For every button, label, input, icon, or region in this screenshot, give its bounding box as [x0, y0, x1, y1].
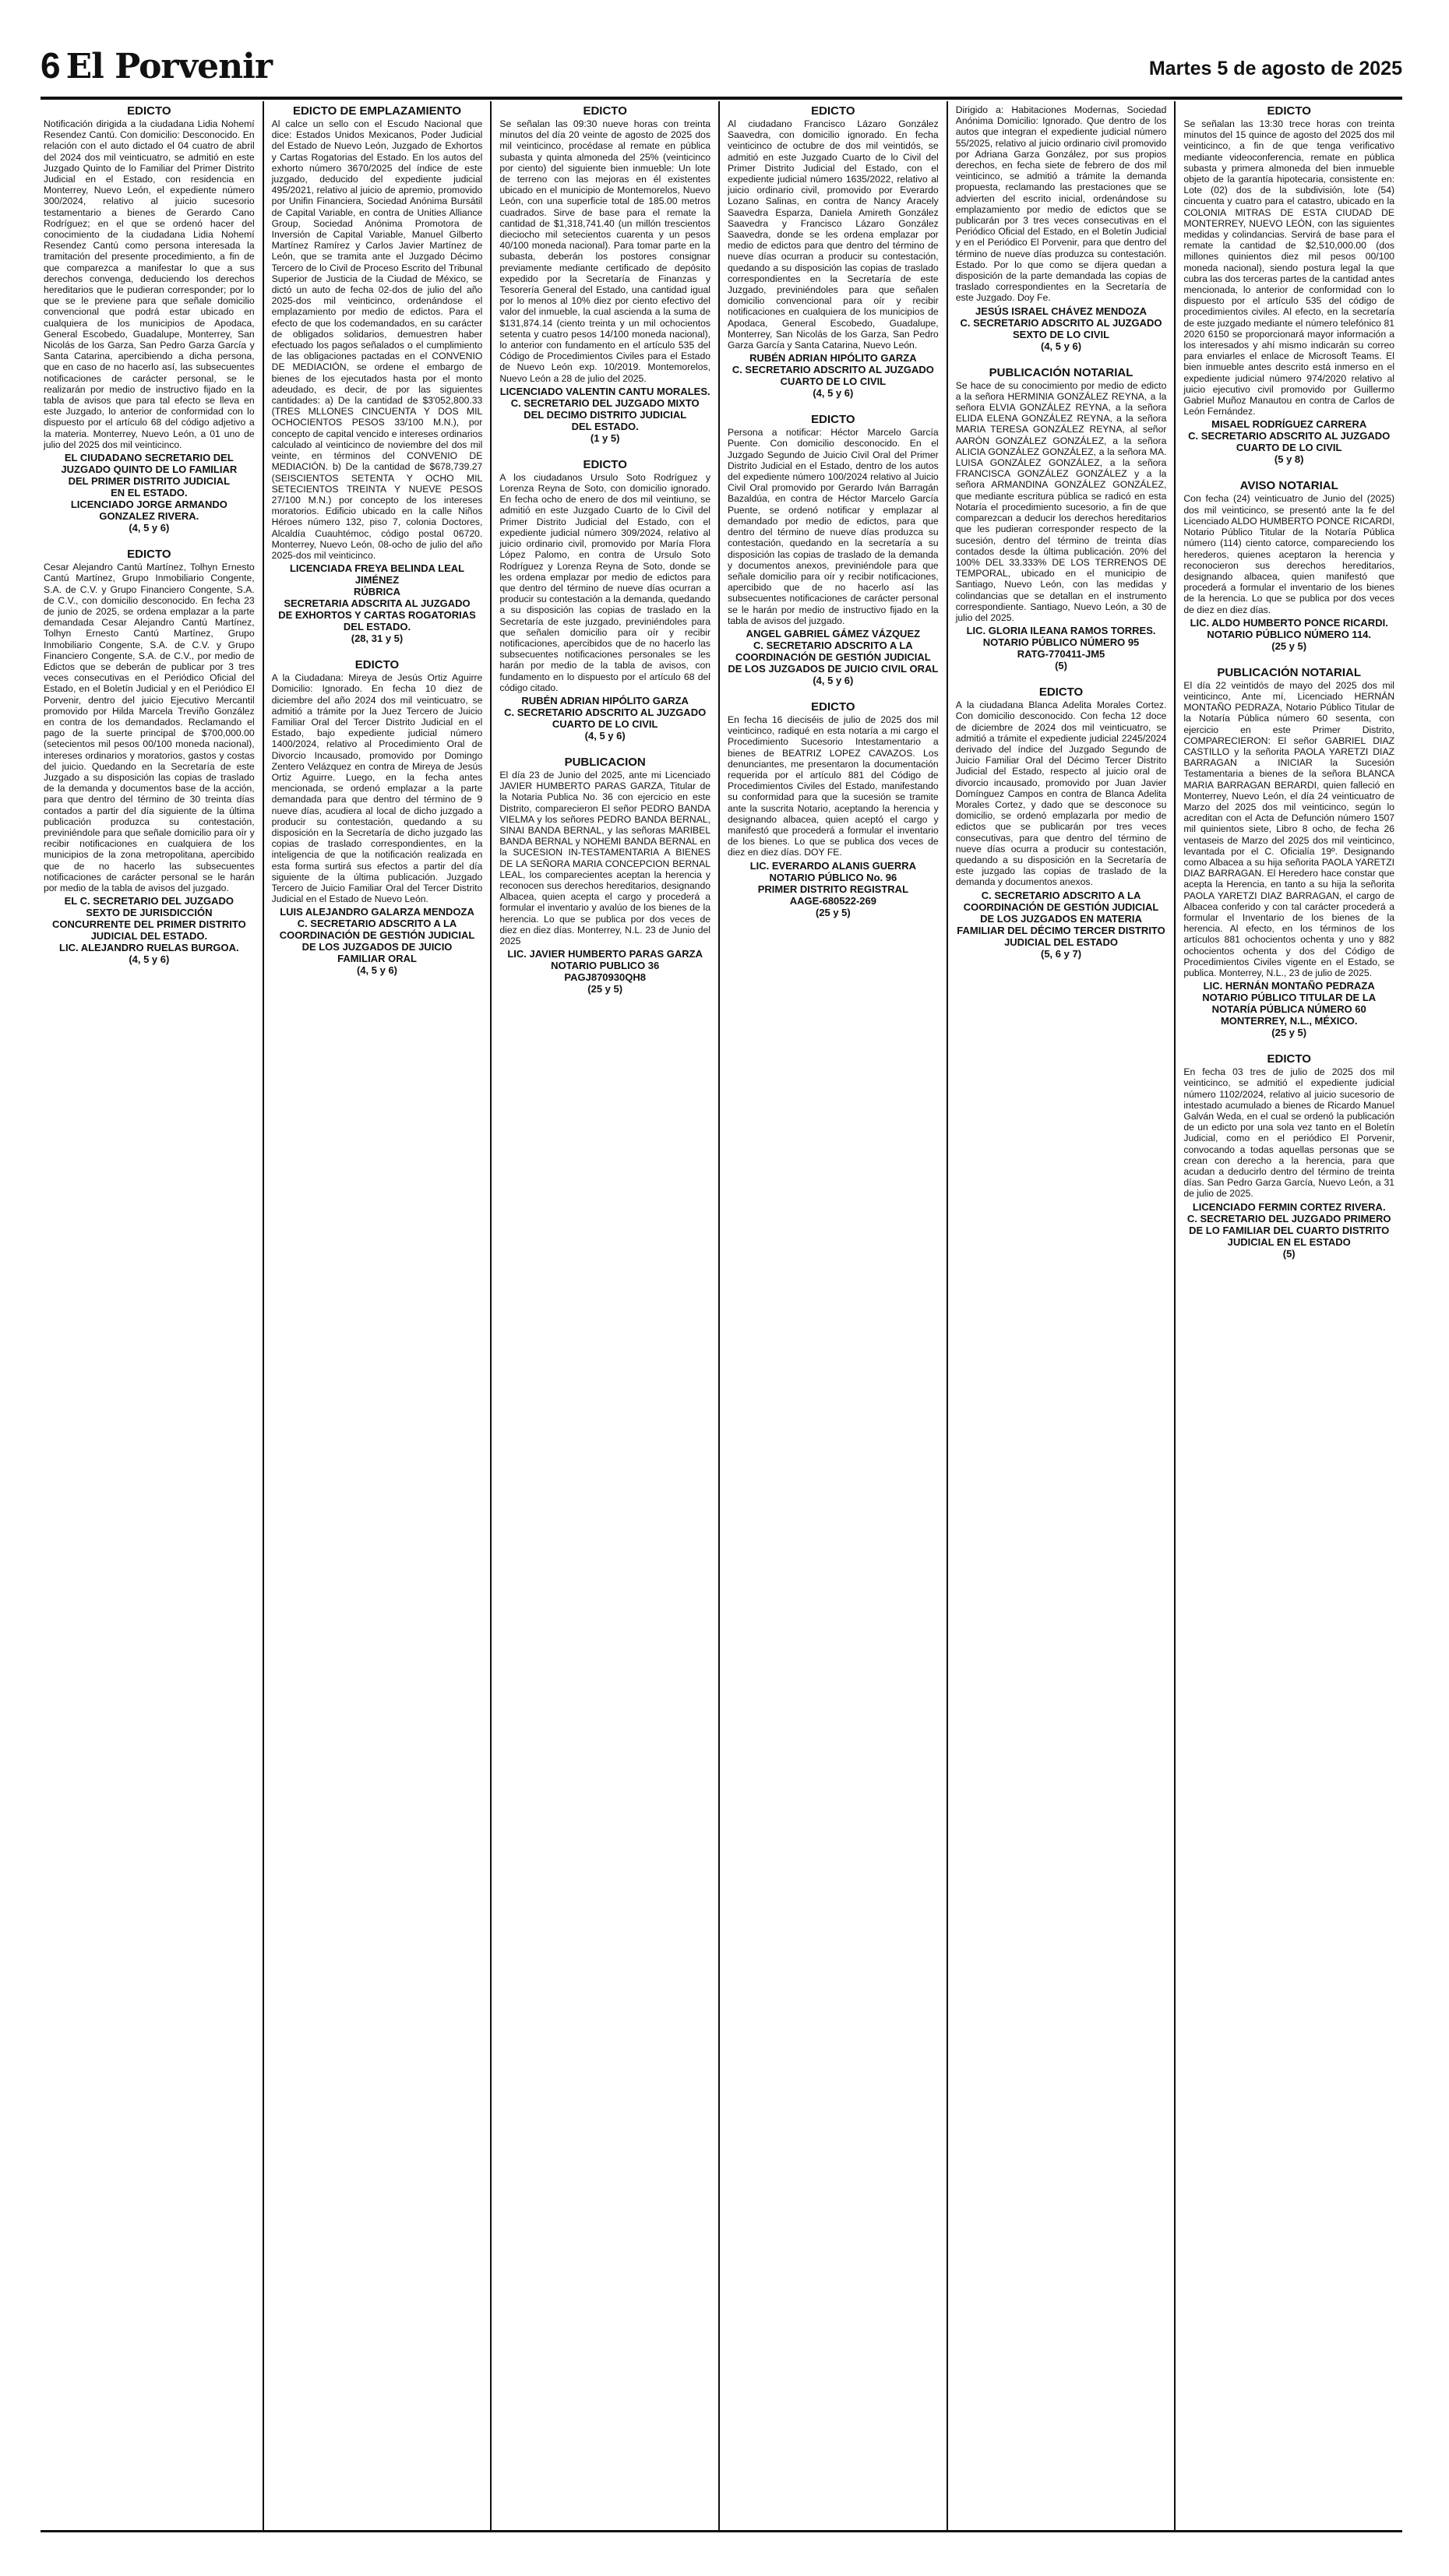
notice-body: Notificación dirigida a la ciudadana Lidia Nohemí Resendez Cantú. Con domicilio: Desconocido. En relación con el auto dictado el 04 cuatro de abril del 2024 dos mil veinticuatro, se admitió en este Juzgado Quinto de lo Familiar del Primer Distrito Judicial en el Estado, con residencia en Monterrey, Nuevo León, el expediente número 300/2024, relativo al juicio sucesorio testamentario a bienes de Gerardo Cano Rodríguez; en el que se ordenó hacer del conocimiento de la ciudadana Lidia Nohemí Resendez Cantú como persona interesada la tramitación del presente procedimiento, a fin de que comparezca a manifestar lo que a sus derechos convenga, deduciendo los derechos hereditarios que le pudieran corresponder; por lo que se le previene para que señale domicilio convencional que podrá estar ubicado en cualquiera de los municipios de Apodaca, General Escobedo, Guadalupe, Monterrey, San Nicolás de los Garza, San Pedro Garza García y Santa Catarina, apercibiendo a dicha persona, que en caso de no hacerlo así, las subsecuentes notificaciones de carácter personal, se le realizarán por medio de instructivo fijado en la tabla de avisos que para tal efecto se lleva en este Juzgado, lo anterior de conformidad con lo dispuesto por el artículo 68 del código adjetivo a la materia. Monterrey, Nuevo León, a 01 uno de julio del 2025 dos mil veinticinco. [44, 118, 255, 450]
publication-dates: (5, 6 y 7) [1041, 947, 1082, 960]
bottom-rule-divider [41, 2530, 1402, 2532]
notice-title: PUBLICACIÓN NOTARIAL [1217, 665, 1362, 679]
signature-line: CUARTO DE LO CIVIL [1236, 442, 1342, 454]
signature-line: DE EXHORTOS Y CARTAS ROGATORIAS [278, 609, 476, 622]
signature-line: NOTARIO PÚBLICO TITULAR DE LA [1202, 992, 1377, 1004]
notice-body: Se hace de su conocimiento por medio de edicto a la señora HERMINIA GONZÁLEZ REYNA, a la señora ELVIA GONZÁLEZ REYNA, a la señora ELIDA ELENA GONZÁLEZ REYNA, a la señora MARIA TERESA GONZÁLEZ REYNA, al señor AARÓN GONZÁLEZ GONZÁLEZ, a la señora ALICIA GONZÁLEZ GONZÁLEZ, a la señora MA. LUISA GONZÁLEZ GONZÁLEZ, a la señora FRANCISCA GONZÁLEZ GONZÁLEZ y a la señora ARMANDINA GONZÁLEZ GONZÁLEZ, que mediante escritura pública se radicó en esta Notaría el procedimiento sucesorio, a fin de que comparezcan a deducir los derechos hereditarios que les pudieran corresponder respecto de la sucesión, dentro del término de treinta días contados desde la última publicación. 20% del 100% DEL 33.333% DE LOS TERRENOS DE TEMPORAL, ubicado en el municipio de Santiago, Nuevo León, con las medidas y colindancias que se detallan en el instrumento correspondiente. Santiago, Nuevo León, a 30 de julio del 2025. [955, 379, 1167, 623]
legal-notice [1183, 666, 1394, 1038]
legal-notice [956, 685, 1167, 959]
notice-body: El día 22 veintidós de mayo del 2025 dos mil veinticinco, Ante mí, Licenciado HERNÁN MONTAÑO PEDRAZA, Notario Público Titular de la Notaría Pública número 60 sesenta, con ejercicio en este Primer Distrito, COMPARECIERON: El señor GABRIEL DIAZ CASTILLO y la señorita PAOLA YARETZI DIAZ BARRAGAN a INICIAR la Sucesión Testamentaria a bienes de la señora BLANCA MARIA BARRAGAN BERARDI, quien falleció en Monterrey, Nuevo León, el día 24 veinticuatro de Marzo del 2025 dos mil veinticinco, según lo acreditan con el Acta de Defunción número 1507 mil quinientos siete, Libro 8 ocho, de fecha 26 ventaseis de Marzo del 2025 dos mil veinticinco, levantada por el C. Oficialía 19º. Designando como Albacea a su hija señorita PAOLA YARETZI DIAZ BARRAGAN. El Heredero hace constar que acepta la Herencia, en tanto a su hija la señorita PAOLA YARETZI DIAZ BARRAGAN, el cargo de Albacea conferido y con tal carácter procederá a formular el Inventario de los bienes de la herencia. Al efecto, en los términos de los artículos 881 ochocientos ochenta y uno y 882 ochocientos ochenta y dos del Código de Procedimientos Civiles vigente en el Estado, se publica. Monterrey, N.L., 23 de julio de 2025. [1183, 679, 1395, 978]
legal-notice [1183, 104, 1394, 465]
signature-line: JUDICIAL DEL ESTADO [1004, 936, 1118, 948]
signature-line: DE LOS JUZGADOS DE JUICIO CIVIL ORAL [728, 662, 939, 675]
notice-signature [728, 352, 939, 387]
signature-line: RUBÉN ADRIAN HIPÓLITO GARZA [749, 352, 917, 365]
notice-signature [44, 895, 255, 953]
notice-body: Se señalan las 13:30 trece horas con treinta minutos del 15 quince de agosto del 2025 dos mil veinticinco, a fin de que tenga verificativo mediante videoconferencia, remate en pública subasta y primera almoneda del bien inmueble objeto de la garantía hipotecaria, consistente en: Lote (02) dos de la subdivisión, lote (54) cincuenta y cuatro para el catastro, ubicado en la COLONIA MITRAS DE ESTA CIUDAD DE MONTERREY, NUEVO LEÓN, con las siguientes medidas y colindancias. Servirá de base para el remate la cantidad de $2,510,000.00 (dos millones quinientos diez mil pesos 00/100 moneda nacional), siendo postura legal la que cubra las dos terceras partes de la cantidad antes mencionada, lo anterior de conformidad con lo dispuesto por el artículo 535 del código de procedimientos civiles. Al efecto, en la secretaría de este juzgado mediante el número telefónico 81 2020 6150 se proporcionará mayor información a los interesados y ahí mismo indicarán su correo para enviarles el enlace de Microsoft Teams. El bien inmueble antes descrito está inmerso en el expediente judicial número 974/2020 relativo al juicio ejecutivo civil promovido por Guillermo Gabriel Muñoz Manautou en contra de Carlos de León Fernández. [1183, 118, 1395, 418]
paper-name: El Porvenir [65, 47, 273, 86]
notice-signature [499, 948, 710, 983]
signature-line: COORDINACIÓN DE GESTIÓN JUDICIAL [963, 900, 1159, 913]
column-5 [947, 101, 1175, 2530]
signature-line: DE LOS JUZGADOS DE JUICIO [301, 941, 453, 953]
notice-body: Al calce un sello con el Escudo Nacional que dice: Estados Unidos Mexicanos, Poder Judicial del Estado de Nuevo León, Juzgado de Exhortos y Cartas Rogatorias del Estado. En los autos del exhorto número 3670/2025 del índice de este juzgado, deducido del expediente judicial 495/2021, relativo al juicio de apremio, promovido por Unifin Financiera, Sociedad Anónima Bursátil de Capital Variable, en contra de Unities Alliance Group, Sociedad Anónima Promotora de Inversión de Capital Variable, Manuel Gilberto Martínez Ramírez y Carlos Javier Martínez de León, que se tramita ante el Juzgado Décimo Tercero de lo Civil de Proceso Escrito del Tribunal Superior de Justicia de la Ciudad de México, se dictó un auto de fecha 02-dos de julio del año 2025-dos mil veinticinco, ordenándose el emplazamiento por medio de edictos. Para el efecto de que los codemandados, en su carácter de obligados solidarios, demuestren haber efectuado los pagos señalados o el cumplimiento de las obligaciones pactadas en el CONVENIO DE MEDIACIÓN, se ordene el embargo de bienes de los ejecutados hasta por el monto adeudado, es decir, de por las siguientes cantidades: a) De la cantidad de $3'052,800.33 (TRES MLLONES CINCUENTA Y DOS MIL OCHOCIENTOS PESOS 33/100 M.N.), por concepto de capital vencido e intereses ordinarios calculado al veinticinco de noviembre del dos mil veinte, en términos del CONVENIO DE MEDIACIÓN. b) De la cantidad de $678,739.27 (SEISCIENTOS SETENTA Y OCHO MIL SETECIENTOS TREINTA Y NUEVE PESOS 27/100 M.N.) por concepto de los intereses moratorios. Edificio ubicado en la calle Niños Héroes número 132, piso 7, colonia Doctores, Alcaldía Cuauhtémoc, código postal 06720. Monterrey, Nuevo León, 08-ocho de julio del año 2025-dos mil veinticinco. [271, 118, 483, 561]
legal-notice [1183, 479, 1394, 651]
publication-dates: (25 y 5) [587, 983, 623, 996]
signature-line: LICENCIADO FERMIN CORTEZ RIVERA. [1192, 1200, 1386, 1213]
legal-notice [728, 413, 939, 686]
notice-signature [272, 562, 483, 633]
signature-line: DEL ESTADO. [571, 420, 639, 432]
issue-date: Martes 5 de agosto de 2025 [1148, 58, 1402, 79]
publication-dates: (5) [1282, 1247, 1296, 1260]
signature-line: JUZGADO QUINTO DE LO FAMILIAR [61, 463, 238, 476]
legal-notice [44, 104, 255, 534]
notice-title: EDICTO [1267, 104, 1311, 118]
signature-line: MONTERREY, N.L., MÉXICO. [1220, 1015, 1358, 1027]
notice-body: El día 23 de Junio del 2025, ante mi Licenciado JAVIER HUMBERTO PARAS GARZA, Titular de la Notaria Publica No. 36 con ejercicio en este Distrito, comparecieron El señor PEDRO BANDA VIELMA y los señores PEDRO BANDA BERNAL, SINAI BANDA BERNAL, y las señoras MARIBEL BANDA BERNAL y NOHEMI BANDA BERNAL en la SUCESION IN-TESTAMENTARIA A BIENES DE LA SEÑORA MARIA CONCEPCION BERNAL LEAL, los comparecientes aceptan la herencia y reconocen sus derechos hereditarios, designando Albacea, quien acepta el cargo y procederá a formular el inventario y avalúo de los bienes de la herencia. Lo que se publica por dos veces de diez en diez días. Monterrey, N.L. 23 de Junio del 2025 [499, 769, 711, 946]
top-rule-divider [41, 97, 1402, 100]
signature-line: LICENCIADO VALENTIN CANTU MORALES. [499, 385, 710, 397]
publication-dates: (5) [1055, 660, 1067, 672]
legal-notice [499, 104, 710, 444]
signature-line: PAGJ870930QH8 [564, 971, 646, 984]
notice-signature [1183, 617, 1394, 640]
notice-title: EDICTO [583, 104, 627, 118]
notice-signature [1183, 1201, 1394, 1248]
signature-line: COORDINACIÓN DE GESTIÓN JUDICIAL [279, 929, 475, 942]
signature-line: LIC. ALDO HUMBERTO PONCE RICARDI. [1190, 616, 1388, 629]
signature-line: DEL ESTADO. [343, 621, 411, 633]
notice-body: En fecha 03 tres de julio de 2025 dos mil veinticinco, se admitió el expediente judicial número 1102/2024, relativo al juicio sucesorio de intestado acumulado a bienes de Ricardo Manuel Galván Weda, en el cual se ordenó la publicación de un edicto por una sola vez tanto en el Boletín Judicial, como en el periódico El Porvenir, convocando a todas aquellas personas que se crean con derecho a la herencia, para que acudan a deducirlo dentro del término de treinta días. San Pedro Garza García, Nuevo León, a 31 de julio de 2025. [1183, 1066, 1395, 1200]
signature-line: LICENCIADO JORGE ARMANDO [70, 499, 227, 511]
legal-notice [728, 700, 939, 918]
publication-dates: (1 y 5) [590, 432, 620, 444]
notice-title: AVISO NOTARIAL [1239, 479, 1338, 493]
newspaper-logo [41, 47, 272, 86]
publication-dates: (4, 5 y 6) [813, 387, 854, 400]
signature-line: NOTARIO PUBLICO 36 [551, 960, 660, 972]
signature-line: LIC. HERNÁN MONTAÑO PEDRAZA [1203, 980, 1375, 992]
signature-line: FAMILIAR ORAL [337, 953, 417, 965]
signature-line: DE LO FAMILIAR DEL CUARTO DISTRITO [1189, 1224, 1390, 1236]
legal-notice [956, 104, 1167, 352]
publication-dates: (4, 5 y 6) [813, 674, 854, 686]
publication-dates: (4, 5 y 6) [584, 729, 626, 742]
notice-signature [956, 890, 1167, 948]
signature-line: JUDICIAL DEL ESTADO. [90, 930, 208, 943]
signature-line: CUARTO DE LO CIVIL [780, 375, 887, 388]
column-2 [263, 101, 491, 2530]
signature-line: LUIS ALEJANDRO GALARZA MENDOZA [280, 906, 474, 918]
signature-line: GONZALEZ RIVERA. [99, 510, 199, 523]
notice-body: Cesar Alejandro Cantú Martínez, Tolhyn Ernesto Cantú Martínez, Grupo Inmobiliario Congente, S.A. de C.V. y Grupo Financiero Congente, S.A. de C.V., con domicilio desconocido. En fecha 23 de junio de 2025, se ordena emplazar a la parte demandada Cesar Alejandro Cantú Martínez, Tolhyn Ernesto Cantú Martínez, Grupo Inmobiliario Congente, S.A. de C.V. y Grupo Financiero Congente, S.A. de C.V., por medio de Edictos que se deberán de publicar por 3 tres veces consecutivas en el Periódico Oficial del Estado, en el Boletín Judicial y en el Periódico El Porvenir, dentro del juicio Ejecutivo Mercantil promovido por Hilda Marcela Treviño González en contra de los demandados. Reclamando el pago de la suerte principal de $700,000.00 (setecientos mil pesos 00/100 moneda nacional), intereses ordinarios y moratorios, gastos y costas del juicio. Quedando en la Secretaría de este Juzgado a su disposición las copias de traslado de la demanda y documentos base de la acción, para que dentro del término de 30 treinta días contados a partir del día siguiente de la última publicación produzca su contestación, previniéndole para que señale domicilio para oír y recibir notificaciones en cualquiera de los municipios de la zona metropolitana, apercibido que de no hacerlo las subsecuentes notificaciones de carácter personal se le harán por medio de la tabla de avisos del juzgado. [44, 562, 255, 893]
notice-title: EDICTO [127, 548, 171, 562]
signature-line: LIC. JAVIER HUMBERTO PARAS GARZA [507, 948, 703, 960]
signature-line: DEL DECIMO DISTRITO JUDICIAL [524, 408, 687, 421]
notice-body: A los ciudadanos Ursulo Soto Rodríguez y Lorenza Reyna de Soto, con domicilio ignorado. En fecha ocho de enero de dos mil veintiuno, se admitió en este Juzgado Cuarto de lo Civil del Primer Distrito Judicial del Estado, con el expediente judicial número 309/2024, relativo al juicio ordinario civil, promovido por María Flora López Palomo, en contra de Ursulo Soto Rodríguez y Lorenza Reyna de Soto, donde se les ordena emplazar por medio de edictos para que dentro del término de nueve días ocurran a producir su contestación a la demanda, quedando a su disposición las copias de traslado en la Secretaría de este juzgado, previniéndoles para que señalen domicilio para oír y recibir notificaciones, apercibidos que de no hacerlo las subsecuentes notificaciones personales se les harán por medio de la tabla de avisos, con fundamento en lo dispuesto por el artículo 68 del código citado. [499, 471, 711, 693]
notice-title: EDICTO [1267, 1052, 1311, 1066]
signature-line: SEXTO DE LO CIVIL [1013, 328, 1110, 340]
publication-dates: (4, 5 y 6) [1041, 340, 1082, 352]
notice-title: EDICTO [354, 658, 400, 672]
signature-line: LIC. EVERARDO ALANIS GUERRA [749, 859, 916, 872]
publication-dates: (25 y 5) [1271, 1027, 1307, 1039]
signature-line: NOTARIO PÚBLICO NÚMERO 95 [982, 636, 1140, 649]
signature-line: NOTARÍA PÚBLICA NÚMERO 60 [1211, 1003, 1366, 1016]
notice-body: En fecha 16 dieciséis de julio de 2025 dos mil veinticinco, radiqué en esta notaría a mi cargo el Procedimiento Sucesorio Intestamentario a bienes de BEATRIZ LOPEZ CAVAZOS. Los denunciantes, me presentaron la documentación requerida por el artículo 881 del Código de Procedimientos Civiles del Estado, manifestando su conformidad para que la sucesión se tramite ante la suscrita Notario, aceptando la herencia y designando albacea, quien aceptó el cargo y manifestó que procederá a formular el inventario de los bienes. Lo que se publica dos veces de diez en diez días. DOY FE. [728, 714, 939, 858]
signature-line: DE LOS JUZGADOS EN MATERIA [980, 912, 1142, 925]
notice-title: EDICTO DE EMPLAZAMIENTO [292, 104, 462, 118]
signature-line: RUBÉN ADRIAN HIPÓLITO GARZA [521, 694, 689, 707]
publication-dates: (4, 5 y 6) [356, 964, 398, 977]
signature-line: NOTARIO PÚBLICO NÚMERO 114. [1207, 628, 1372, 640]
notice-body: A la ciudadana Blanca Adelita Morales Cortez. Con domicilio desconocido. Con fecha 12 doce de diciembre de 2024 dos mil veinticuatro, se admitió a trámite el expediente judicial 2245/2024 derivado del índice del Juzgado Segundo de Juicio Familiar Oral del Décimo Tercer Distrito Judicial del Estado, respecto al juicio oral de divorcio incausado, promovido por Juan Javier Domínguez Campos en contra de Blanca Adelita Morales Cortez, y dado que se desconoce su domicilio, se ordenó emplazarla por medio de edictos que se publicarán por tres veces consecutivas, para que dentro del término de nueve días ocurra a producir su contestación, quedando a su disposición en la Secretaría de este juzgado las copias de traslado de la demanda y documentos anexos. [955, 700, 1167, 888]
signature-line: ANGEL GABRIEL GÁMEZ VÁZQUEZ [746, 627, 921, 640]
signature-line: C. SECRETARIO ADSCRITO AL JUZGADO [732, 364, 934, 376]
legal-notice [272, 104, 483, 644]
signature-line: LIC. ALEJANDRO RUELAS BURGOA. [59, 942, 239, 954]
publication-dates: (5 y 8) [1274, 453, 1304, 466]
signature-line: CUARTO DE LO CIVIL [552, 717, 658, 730]
signature-line: CONCURRENTE DEL PRIMER DISTRITO [51, 918, 246, 931]
signature-line: DEL PRIMER DISTRITO JUDICIAL [68, 475, 231, 488]
signature-line: EN EL ESTADO. [111, 487, 188, 499]
signature-line: C. SECRETARIO ADSCRITO AL JUZGADO [960, 316, 1162, 329]
notice-signature [1183, 980, 1394, 1027]
notice-signature [44, 452, 255, 522]
legal-notice [956, 366, 1167, 671]
signature-line: RÚBRICA [354, 586, 400, 598]
legal-notice [499, 756, 710, 995]
notice-signature [1183, 418, 1394, 453]
signature-line: EL CIUDADANO SECRETARIO DEL [64, 452, 234, 464]
legal-notice [499, 458, 710, 742]
signature-line: NOTARIO PÚBLICO No. 96 [769, 871, 897, 883]
signature-line: AAGE-680522-269 [789, 894, 876, 907]
signature-line: SEXTO DE JURISDICCIÓN [86, 907, 213, 919]
signature-line: PRIMER DISTRITO REGISTRAL [757, 883, 909, 895]
notice-title: EDICTO [583, 457, 627, 471]
legal-notice [728, 104, 939, 399]
notice-body: Dirigido a: Habitaciones Modernas, Sociedad Anónima Domicilio: Ignorado. Que dentro de los autos que integran el expediente judicial número 55/2025, relativo al juicio ordinario civil promovido por Adriana Garza González, por sus propios derechos, en fecha siete de febrero de dos mil veinticinco, se admitió a trámite la demanda propuesta, reclamando las prestaciones que se advierten del escrito inicial, ordenándose su emplazamiento por medio de edictos que se publicarán por 3 tres veces consecutivas en el Periódico Oficial del Estado, en el Boletín Judicial y en el Periódico El Porvenir, para que dentro del término de nueve días produzca su contestación. Estado. Por lo que como se dijera quedan a disposición de la parte demandada las copias de traslado correspondientes en la Secretaría de este Juzgado. Doy Fe. [955, 104, 1167, 304]
notice-title: PUBLICACIÓN NOTARIAL [989, 365, 1133, 379]
column-4 [718, 101, 947, 2530]
signature-line: RATG-770411-JM5 [1017, 648, 1105, 661]
signature-line: COORDINACIÓN DE GESTIÓN JUDICIAL [735, 650, 931, 663]
notice-title: EDICTO [811, 700, 855, 714]
notice-title: EDICTO [811, 413, 855, 427]
publication-dates: (4, 5 y 6) [129, 953, 170, 966]
notice-signature [956, 305, 1167, 340]
notice-signature [728, 628, 939, 675]
publication-dates: (25 y 5) [1271, 640, 1307, 652]
signature-line: C. SECRETARIO DEL JUZGADO PRIMERO [1186, 1212, 1391, 1225]
publication-dates: (28, 31 y 5) [351, 633, 404, 645]
notice-title: EDICTO [127, 104, 171, 118]
column-1 [41, 101, 263, 2530]
masthead [41, 47, 1402, 86]
notice-signature [956, 625, 1167, 660]
notice-body: A la Ciudadana: Mireya de Jesús Ortiz Aguirre Domicilio: Ignorado. En fecha 10 diez de diciembre del año 2024 dos mil veinticuatro, se admitió a trámite por la Juez Tercero de Juicio Familiar Oral del Tercer Distrito Judicial en el Estado, bajo expediente judicial número 1400/2024, relativo al Procedimiento Oral de Divorcio Incausado, promovido por Domingo Zentero Velázquez en contra de Mireya de Jesús Ortiz Aguirre. Luego, en la fecha antes mencionada, se ordenó emplazar a la parte demandada para que dentro del término de 9 nueve días, acudiera al local de dicho juzgado a producir su contestación, quedando a su disposición en la Secretaría de dicho juzgado las copias de traslado correspondientes, en la inteligencia de que la notificación realizada en esta forma surtirá sus efectos a partir del día siguiente de la última publicación. Juzgado Tercero de Juicio Familiar Oral del Tercer Distrito Judicial en el Estado de Nuevo León. [271, 672, 483, 905]
signature-line: LIC. GLORIA ILEANA RAMOS TORRES. [966, 625, 1156, 637]
notice-signature [272, 906, 483, 964]
notice-body: Persona a notificar: Héctor Marcelo García Puente. Con domicilio desconocido. En el Juzgado Segundo de Juicio Civil Oral del Primer Distrito Judicial en el Estado, dentro de los autos del expediente número 100/2024 relativo al Juicio Civil Oral promovido por Gerardo Iván Barragán Bazaldúa, en contra de Héctor Marcelo García Puente, se ordenó notificar y emplazar al demandado por medio de edictos, para que dentro del término de nueve días produzca su contestación, quedando en la secretaría a su disposición las copias de traslado de la demanda y documentos anexos, previniéndole para que señale domicilio para oír y recibir notificaciones, apercibido que de no hacerlo así las subsecuentes notificaciones de carácter personal se le harán por medio de instructivo fijado en la tabla de avisos del juzgado. [728, 427, 939, 626]
notice-body: Al ciudadano Francisco Lázaro González Saavedra, con domicilio ignorado. En fecha veinticinco de octubre de dos mil veintidós, se admitió en este Juzgado Cuarto de lo Civil del Primer Distrito Judicial del Estado, con el expediente judicial número 1635/2022, relativo al juicio ordinario civil, promovido por Everardo Lozano Salinas, en contra de Nancy Aracely Saavedra Esparza, Daniela Amireth González Saavedra y Francisco Lázaro González Saavedra, donde se les ordena emplazar por medio de edictos para que dentro del término de nueve días ocurran a producir su contestación, quedando a su disposición las copias de traslado correspondientes en la Secretaría de este Juzgado, previniéndoles para que señalen domicilio convencional para oír y recibir notificaciones en cualquiera de los municipios de Apodaca, General Escobedo, Guadalupe, Monterrey, San Nicolás de los Garza, San Pedro Garza García y Santa Catarina, Nuevo León. [728, 118, 939, 351]
notice-signature [499, 695, 710, 730]
page-number: 6 [41, 45, 60, 86]
signature-line: MISAEL RODRÍGUEZ CARRERA [1211, 418, 1367, 431]
notice-body: Se señalan las 09:30 nueve horas con treinta minutos del día 20 veinte de agosto de 2025 dos mil veinticinco, procédase al remate en pública subasta y quinta almoneda del 25% (veinticinco por ciento) del siguiente bien inmueble: Un lote de terreno con las mejoras en él existentes ubicado en el municipio de Montemorelos, Nuevo León, con una superficie total de 185.00 metros cuadrados. Sirve de base para el remate la cantidad de $1,318,741.40 (un millón trescientos dieciocho mil setecientos cuarenta y un pesos 40/100 moneda nacional). Para tomar parte en la subasta, deberán los postores consignar previamente mediante certificado de depósito expedido por la Secretaría de Finanzas y Tesorería General del Estado, una cantidad igual por lo menos al 10% diez por ciento efectivo del valor del inmueble, la cual ascienda a la suma de $131,874.14 (ciento treinta y un mil ochocientos setenta y cuatro pesos 14/100 moneda nacional), lo anterior con fundamento en el artículo 535 del Código de Procedimientos Civiles para el Estado de Nuevo León exp. 10/2019. Montemorelos, Nuevo León a 28 de julio del 2025. [499, 118, 711, 384]
legal-notice [272, 658, 483, 976]
signature-line: FAMILIAR DEL DÉCIMO TERCER DISTRITO [957, 924, 1165, 936]
signature-line: C. SECRETARIO ADSCRITO A LA [297, 918, 457, 930]
signature-line: C. SECRETARIO ADSCRITO A LA [753, 639, 913, 651]
column-3 [490, 101, 718, 2530]
notice-columns [41, 101, 1402, 2530]
signature-line: C. SECRETARIO ADSCRITO AL JUZGADO [1188, 430, 1391, 442]
notice-signature [499, 386, 710, 432]
publication-dates: (25 y 5) [815, 906, 851, 918]
signature-line: C. SECRETARIO ADSCRITO AL JUZGADO [504, 706, 707, 718]
notice-body: Con fecha (24) veinticuatro de Junio del (2025) dos mil veinticinco, se presentó ante la fe del Licenciado ALDO HUMBERTO PONCE RICARDI, Notario Público Titular de la Notaría Pública número (114) ciento catorce, compareciendo los herederos, quienes aceptaron la herencia y reconocieron sus derechos hereditarios, designando albacea, quien manifestó que procederá a formular el inventario de los bienes de la herencia. Lo que se publica por dos veces de diez en diez días. [1183, 493, 1395, 615]
notice-title: EDICTO [811, 104, 855, 118]
notice-title: PUBLICACION [564, 755, 646, 769]
signature-line: C. SECRETARIO DEL JUZGADO MIXTO [510, 396, 700, 409]
signature-line: C. SECRETARIO ADSCRITO A LA [981, 889, 1141, 901]
publication-dates: (4, 5 y 6) [129, 522, 170, 534]
signature-line: LICENCIADA FREYA BELINDA LEAL JIMÉNEZ [289, 562, 465, 587]
signature-line: JESÚS ISRAEL CHÁVEZ MENDOZA [975, 305, 1148, 317]
signature-line: SECRETARIA ADSCRITA AL JUZGADO [284, 597, 471, 610]
signature-line: EL C. SECRETARIO DEL JUZGADO [64, 895, 234, 907]
signature-line: JUDICIAL EN EL ESTADO [1227, 1235, 1351, 1248]
column-6 [1174, 101, 1402, 2530]
legal-notice [1183, 1052, 1394, 1259]
notice-signature [728, 860, 939, 907]
notice-title: EDICTO [1038, 685, 1084, 700]
legal-notice [44, 548, 255, 965]
